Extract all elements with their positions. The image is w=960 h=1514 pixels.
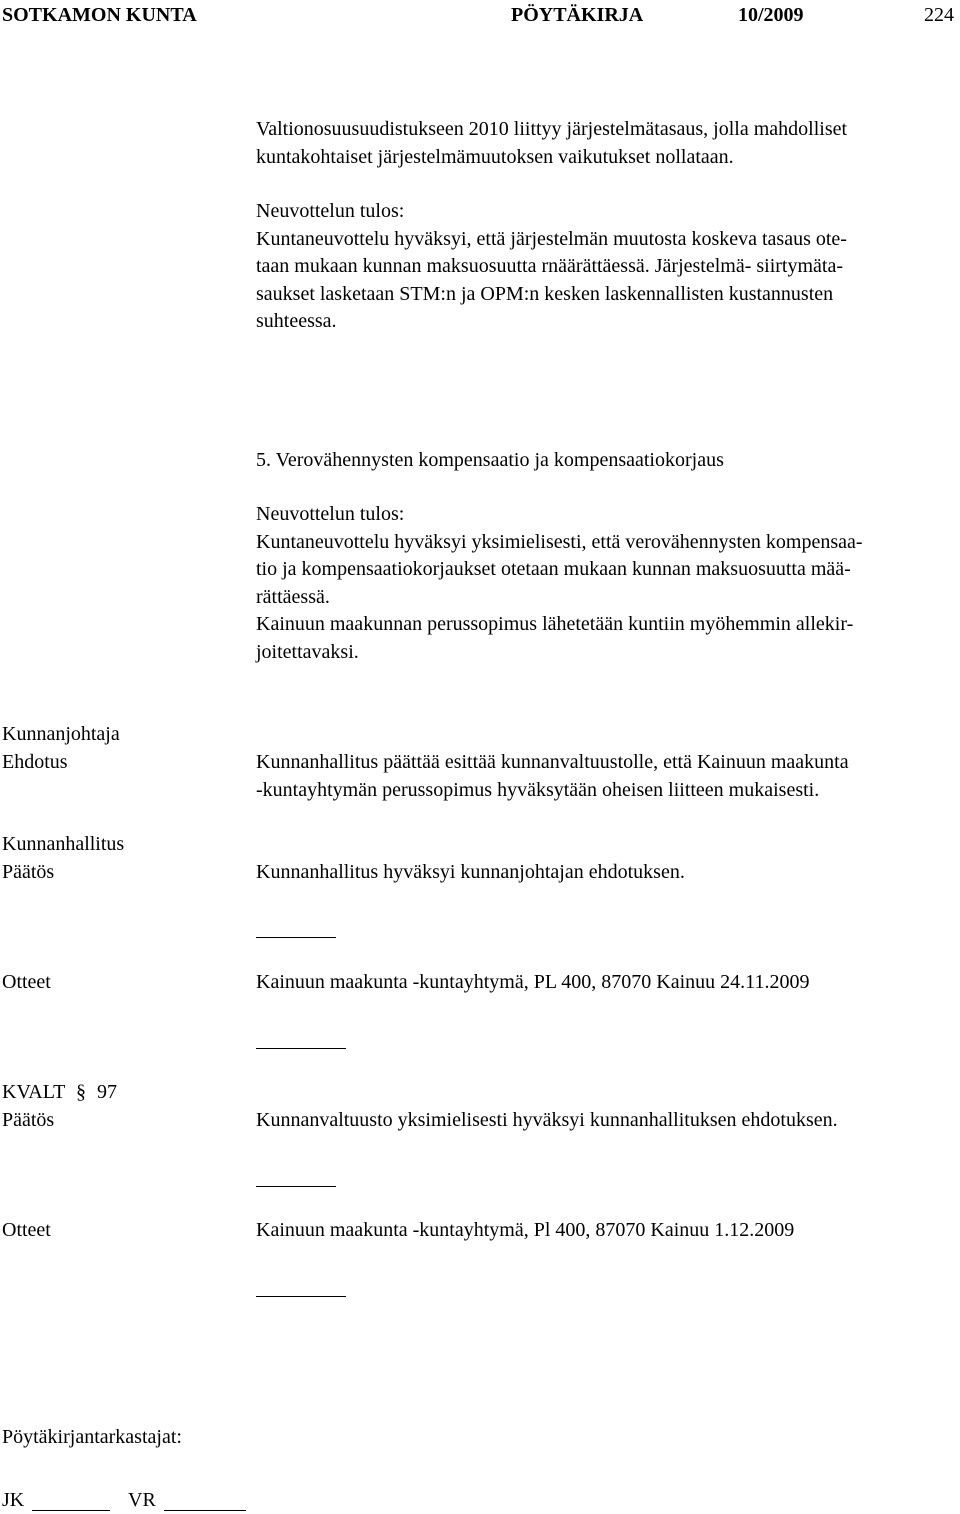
issue-number: 10/2009 [738,4,804,26]
text-line: -kuntayhtymän perussopimus hyväksytään oheisen liitteen mukaisesti. [256,778,820,801]
text-line: suhteessa. [256,310,337,332]
separator-rule [256,1296,346,1297]
result-label: Neuvottelun tulos: [256,503,405,525]
negotiation-result-1 [256,198,847,336]
section-symbol: § [76,1081,86,1103]
result-label: Neuvottelun tulos: [256,200,405,222]
excerpt-1-text: Kainuun maakunta -kuntayhtymä, PL 400, 87070 Kainuu 24.11.2009 [256,971,810,993]
separator-rule [256,1048,346,1049]
reviewer-initials-1: JK [2,1489,25,1511]
section-5-heading: 5. Verovähennysten kompensaatio ja kompensaatiokorjaus [256,449,724,471]
board-decision-text: Kunnanhallitus hyväksyi kunnanjohtajan ehdotuksen. [256,861,685,883]
paragraph-1 [256,116,847,171]
signature-line-1 [32,1510,110,1511]
reviewers-label: Pöytäkirjantarkastajat: [2,1426,182,1448]
excerpt-2-label: Otteet [2,1219,51,1241]
council-decision-label: Päätös [2,1109,55,1131]
text-line: kuntakohtaiset järjestelmämuutoksen vaikutukset nollataan. [256,145,734,168]
page-number: 224 [924,4,954,26]
document-type: PÖYTÄKIRJA [511,4,644,26]
board-name: Kunnanhallitus [2,833,125,855]
council-section [2,1079,117,1107]
signature-line-2 [164,1510,246,1511]
separator-rule [256,937,336,938]
text-line: rättäessä. [256,585,330,608]
proposal-label: Ehdotus [2,751,68,773]
council-section-label: KVALT [2,1081,65,1103]
negotiation-result-2 [256,501,863,666]
text-line: tio ja kompensaatiokorjaukset otetaan mukaan kunnan maksuosuutta mää- [256,558,851,580]
excerpt-1-label: Otteet [2,971,51,993]
council-decision-text: Kunnanvaltuusto yksimielisesti hyväksyi kunnanhallituksen ehdotuksen. [256,1109,838,1131]
reviewer-initials-2: VR [128,1489,156,1511]
municipality-name: SOTKAMON KUNTA [2,4,197,26]
text-line: saukset lasketaan STM:n ja OPM:n kesken laskennallisten kustannusten [256,282,834,305]
council-section-number: 97 [97,1081,117,1103]
text-line: Kainuun maakunnan perussopimus lähetetään kuntiin myöhemmin allekir- [256,613,854,635]
text-line: taan mukaan kunnan maksuosuutta rnäärättäessä. Järjestelmä- siirtymäta- [256,255,844,277]
board-decision-label: Päätös [2,861,55,883]
separator-rule [256,1186,336,1187]
text-line: Kuntaneuvottelu hyväksyi, että järjestelmän muutosta koskeva tasaus ote- [256,227,847,250]
text-line: Kunnanhallitus päättää esittää kunnanvaltuustolle, että Kainuun maakunta [256,751,849,773]
proposal-role: Kunnanjohtaja [2,723,120,745]
proposal-text [256,749,849,804]
text-line: Kuntaneuvottelu hyväksyi yksimielisesti, että verovähennysten kompensaa- [256,530,863,553]
text-line: Valtionosuusuudistukseen 2010 liittyy järjestelmätasaus, jolla mahdolliset [256,118,848,140]
text-line: joitettavaksi. [256,640,359,663]
excerpt-2-text: Kainuun maakunta -kuntayhtymä, Pl 400, 87070 Kainuu 1.12.2009 [256,1219,795,1241]
